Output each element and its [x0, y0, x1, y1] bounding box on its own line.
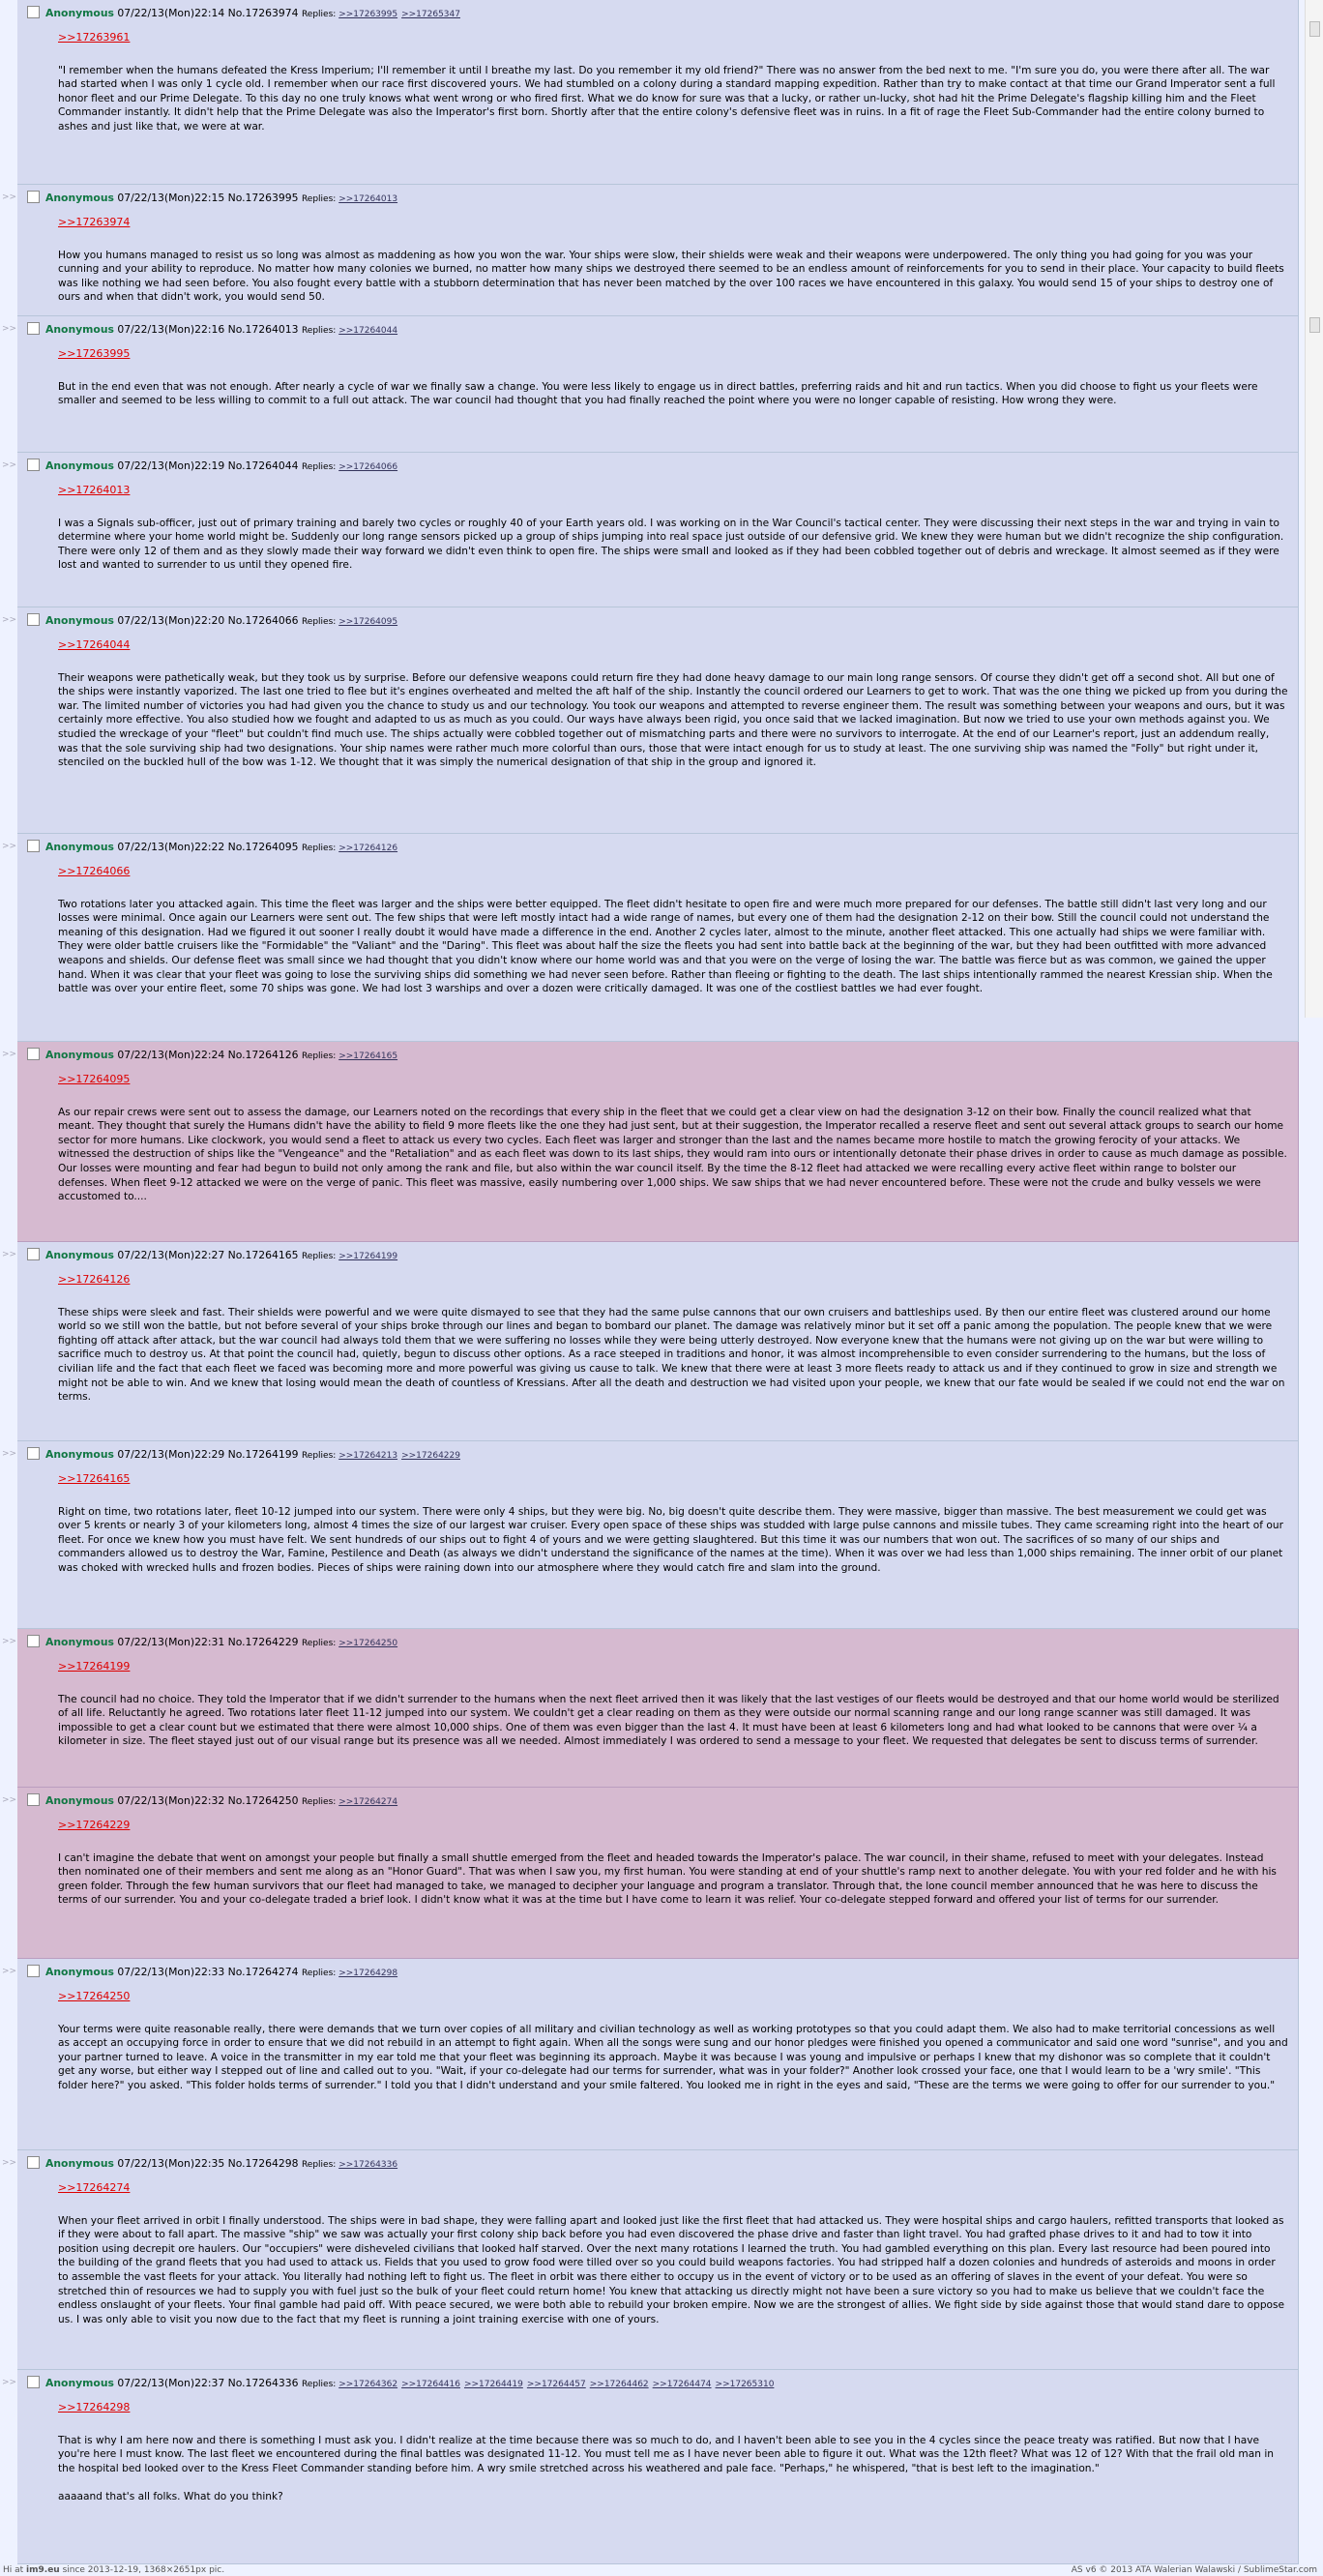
- quote-link[interactable]: >>17264013: [58, 484, 131, 496]
- post-body: [58, 216, 1288, 305]
- post-info[interactable]: 07/22/13(Mon)22:35 No.17264298: [117, 2157, 299, 2170]
- post: [17, 453, 1299, 607]
- post-replies: [302, 462, 401, 472]
- post: [17, 1788, 1299, 1959]
- reply-link[interactable]: >>17264416: [401, 2380, 460, 2389]
- reply-link[interactable]: >>17265310: [715, 2380, 775, 2389]
- post-replies: [302, 194, 401, 204]
- reply-link[interactable]: >>17264013: [338, 194, 398, 204]
- reply-link[interactable]: >>17264229: [401, 1451, 460, 1461]
- reply-arrows: >>: [2, 2378, 17, 2387]
- post-header: [27, 191, 1288, 206]
- post-checkbox[interactable]: [27, 1635, 40, 1647]
- poster-name: Anonymous: [45, 192, 114, 204]
- quote-link[interactable]: >>17264095: [58, 1073, 131, 1085]
- poster-name: Anonymous: [45, 614, 114, 627]
- reply-arrows: >>: [2, 1050, 17, 1059]
- post-info[interactable]: 07/22/13(Mon)22:29 No.17264199: [117, 1448, 299, 1461]
- reply-link[interactable]: >>17264419: [463, 2380, 523, 2389]
- reply-link[interactable]: >>17264199: [338, 1252, 398, 1261]
- post-body: [58, 2401, 1288, 2504]
- quote-link[interactable]: >>17264250: [58, 1990, 131, 2002]
- reply-arrows: >>: [2, 1795, 17, 1805]
- quote-link[interactable]: >>17264044: [58, 638, 131, 651]
- post-text: But in the end even that was not enough. After nearly a cycle of war we finally saw a change. You were less likely to engage us in direct battles, preferring raids and hit and run tactics. When you did choose to fight us your fleets were smaller and seemed to be less willing to commit to a full out attack. The war council had thought that you had finally reached the point where you were no longer capable of resisting. How wrong they were.: [58, 380, 1258, 407]
- post-replies: [302, 1252, 401, 1261]
- scroll-thumb-lower[interactable]: [1309, 317, 1320, 333]
- replies-label: Replies:: [301, 1969, 337, 1978]
- post-header: [27, 1248, 1288, 1263]
- post: [17, 1959, 1299, 2150]
- post-header: [27, 322, 1288, 338]
- poster-name: Anonymous: [45, 7, 114, 19]
- post-text: Their weapons were pathetically weak, but they took us by surprise. Before our defensive weapons could return fire they had done heavy damage to our main long range sensors. Of course they didn't get off a second shot. All but one of the ships were instantly vaporized. The last one tried to flee but it's engines overheated and melted the aft half of the ship. Instantly the council ordered our Learners to get to work. That was the one thing we picked up from you during the war. The limited number of victories you had had given you the chance to study us and our technology. You took our weapons and attempted to reverse engineer them. The result was something between your weapons and ours, but it was certainly more effective. You also studied how we fought and adapted to us as much as you could. Our ways have always been rigid, you once said that we lacked imagination. But now we tried to use your own methods against you. We studied the wreckage of your "fleet" but couldn't find much use. The ships actually were cobbled together out of mismatching parts and there were no survivors to interrogate. At the end of our Learner's report, just an addendum really, was that the sole surviving ship had two designations. Your ship names were rather much more colorful than ours, those that were intact enough for us to study at least. The one surviving ship was named the "Folly" but right under it, stenciled on the buckled hull of the bow was 1-12. We thought that it was simply the numerical designation of that ship in the group and ignored it.: [58, 671, 1288, 769]
- post-text: Your terms were quite reasonable really, there were demands that we turn over copies of all military and civilian technology as well as working prototypes so that you could adapt them. We also had to make territorial concessions as well as accept an occupying force in order to ensure that we did not rebuild in an attempt to fight again. When all the songs were sung and our honor pledges were finished you opened a communicator and said one word "sunrise", and you and your partner turned to leave. A voice in the transmitter in my ear told me that your fleet was beginning its approach. Maybe it was because I was young and impulsive or perhaps I knew that my dishonor was so complete that it couldn't get any worse, but either way I stepped out of line and called out to you. "Wait, if your co-delegate had our terms for surrender, what was in your folder?" Another look crossed your face, one that I would learn to be a 'wry smile'. "This folder here?" you asked. "This folder holds terms of surrender." I told you that I didn't understand and your smile faltered. You looked me in right in the eyes and said, "These are the terms we were going to offer for our surrender to you.": [58, 2023, 1288, 2091]
- post-header: [27, 2156, 1288, 2172]
- post-text: When your fleet arrived in orbit I finally understood. The ships were in bad shape, they were falling apart and looked just like the first fleet that had attacked us. They were hospital ships and cargo haulers, refitted transports that looked as if they were about to fall apart. The massive "ship" we saw was actually your first colony ship back before you had even discovered the phase drive and faster than light travel. You had grafted phase drives to it and had to tow it into position using decrepit ore haulers. Our "occupiers" were disheveled civilians that looked half starved. Over the next many rotations I learned the truth. You had gambled everything on this plan. Every last resource had been poured into the building of the grand fleets that you had used to attack us. Fields that you used to grow food were tilled over so you could build weapons factories. You had stripped half a dozen colonies and hundreds of asteroids and moons in order to assemble the vast fleets for your attack. You literally had nothing left to fight us. The fleet in orbit was there either to occupy us in the event of victory or to be used as an offering of slaves in the event of your defeat. You were so stretched thin of resources we had to supply you with fuel just so the bulk of your fleet could return home! You knew that attacking us directly might not have been a sure victory so you had to make us believe that we couldn't face the endless onslaught of your fleets. Your final gamble had paid off. With peace secured, we were both able to rebuild your broken empire. Now we are the strongest of allies. We fight side by side against those that would stand dare to oppose us. I was only able to visit you now due to the fact that my fleet is running a joint training exercise with one of yours.: [58, 2214, 1285, 2325]
- reply-link[interactable]: >>17264298: [338, 1969, 398, 1978]
- post-body: [58, 1273, 1288, 1405]
- quote-link[interactable]: >>17264298: [58, 2401, 131, 2413]
- image-footer: [0, 2564, 1323, 2576]
- post-checkbox[interactable]: [27, 1447, 40, 1460]
- reply-link[interactable]: >>17264213: [338, 1451, 398, 1461]
- post-body: [58, 638, 1288, 770]
- post-replies: [302, 2380, 778, 2389]
- reply-link[interactable]: >>17264474: [652, 2380, 712, 2389]
- post-header: [27, 1048, 1288, 1063]
- post-body: [58, 865, 1288, 996]
- post: [17, 834, 1299, 1042]
- post-replies: [302, 1639, 401, 1648]
- post-replies: [302, 1969, 401, 1978]
- post-checkbox[interactable]: [27, 1248, 40, 1260]
- post-header: [27, 840, 1288, 855]
- post: [17, 1441, 1299, 1629]
- post-text: Right on time, two rotations later, fleet 10-12 jumped into our system. There were only 4 ships, but they were big. No, big doesn't quite describe them. They were massive, bigger than massive. The best measurement we could get was over 5 krents or nearly 3 of your kilometers long, almost 4 times the size of our largest war cruiser. Every open space of these ships was studded with large pulse cannons and missile tubes. They came screaming right into the heart of our fleet. For once we knew how you must have felt. We sent hundreds of our ships out to fight 4 of yours and we were getting slaughtered. But this time it was our numbers that won out. The sacrifices of so many of our ships and commanders allowed us to destroy the War, Famine, Pestilence and Death (as always we didn't understand the significance of the names at the time). When it was over we had less than 1,000 ships remaining. The inner orbit of our planet was choked with wrecked hulls and frozen bodies. Pieces of ships were raining down into our atmosphere where they would catch fire and slam into the ground.: [58, 1505, 1283, 1574]
- post-checkbox[interactable]: [27, 6, 40, 18]
- reply-link[interactable]: >>17264044: [338, 326, 398, 336]
- reply-link[interactable]: >>17264250: [338, 1639, 398, 1648]
- post-text: As our repair crews were sent out to assess the damage, our Learners noted on the recordings that every ship in the fleet that we could get a clear view on had the designation 3-12 on their bow. Finally the council realized what that meant. They thought that surely the Humans didn't have the ability to field 9 more fleets like the one they had just sent, but at their suggestion, the Imperator recalled a reserve fleet and sent out several attack groups to search our home sector for more humans. Like clockwork, you would send a fleet to attack us every two cycles. Each fleet was larger and stronger than the last and the names became more hostile to match the growing ferocity of your attacks. We witnessed the destruction of ships like the "Vengeance" and the "Retaliation" and as each fleet was down to its last ships, they would ram into ours or intentionally detonate their phase drives in order to cause as much damage as possible. Our losses were mounting and fear had begun to build not only among the rank and file, but also within the war council itself. By the time the 8-12 fleet had attacked we were recalling every active fleet within range to bolster our defenses. When fleet 9-12 attacked we were on the verge of panic. This fleet was massive, easily numbering over 1,000 ships. We saw ships that we had never encountered before. These were not the crude and bulky vessels we were accustomed to....: [58, 1106, 1287, 1203]
- post-replies: [302, 1451, 464, 1461]
- post-header: [27, 1447, 1288, 1463]
- post: [17, 185, 1299, 316]
- quote-link[interactable]: >>17264199: [58, 1660, 131, 1673]
- post-text: That is why I am here now and there is something I must ask you. I didn't realize at the time because there was so much to do, and I haven't been able to see you in the 4 cycles since the peace treaty was ratified. But now that I have you're here I must know. The last fleet we encountered during the final battles was designated 11-12. You must tell me as I have never been able to figure it out. What was the 12th fleet? What was 12 of 12? With that the frail old man in the hospital bed looked over to the Kress Fleet Commander standing before him. A wry smile stretched across his weathered and pale face. "Perhaps," he whispered, "that is best left to the imagination." aaaaand that's all folks. What do you think?: [58, 2434, 1274, 2502]
- replies-label: Replies:: [301, 2160, 337, 2170]
- post-info[interactable]: 07/22/13(Mon)22:33 No.17264274: [117, 1966, 299, 1978]
- post: [17, 1242, 1299, 1441]
- reply-arrows: >>: [2, 1250, 17, 1259]
- post-header: [27, 6, 1288, 21]
- footer-host: Hi at im9.eu since 2013-12-19, 1368×2651px pic.: [3, 2565, 225, 2575]
- quote-link[interactable]: >>17264066: [58, 865, 131, 877]
- post-text: I can't imagine the debate that went on amongst your people but finally a small shuttle emerged from the fleet and headed towards the Imperator's palace. The war council, in their shame, refused to meet with your delegates. Instead then nominated one of their members and sent me along as an "Honor Guard". That was when I saw you, my first human. You were standing at end of your shuttle's ramp next to another delegate. You with your red folder and he with his green folder. Through the few human survivors that our fleet had managed to take, we managed to decipher your language and program a translator. Through that, the lone council member announced that he was here to discuss the terms of our surrender. You and your co-delegate traded a brief look. I didn't know what it was at the time but I have come to learn it was relief. Your co-delegate stepped forward and offered your list of terms for our surrender.: [58, 1851, 1277, 1907]
- post-replies: [302, 844, 401, 853]
- post-checkbox[interactable]: [27, 1048, 40, 1060]
- post-text: How you humans managed to resist us so long was almost as maddening as how you won the war. Your ships were slow, their shields were weak and their weapons were underpowered. The only thing you had going for you was your cunning and your ability to reproduce. No matter how many colonies we burned, no matter how many ships we destroyed there seemed to be an endless amount of reinforcements for you to send in their place. Your capacity to build fleets was like nothing we had seen before. You also fought every battle with a stubborn determination that has never been matched by the over 100 races we have encountered in this galaxy. You would send 15 of your ships to destroy one of ours and when that didn't work, you would send 50.: [58, 249, 1284, 304]
- replies-label: Replies:: [301, 1451, 337, 1461]
- replies-label: Replies:: [301, 1051, 337, 1061]
- post-body: [58, 31, 1288, 134]
- reply-link[interactable]: >>17264336: [338, 2160, 398, 2170]
- post-text: These ships were sleek and fast. Their shields were powerful and we were quite dismayed to see that they had the same pulse cannons that our own cruisers and battleships used. By then our entire fleet was clustered around our home world so we still won the battle, but not before several of your ships broke through our lines and began to bombard our planet. The damage was relatively minor but it set off a panic among the population. The people knew that we were fighting off attack after attack, but the war council had always told them that we were suffering no losses while they were being utterly destroyed. Now everyone knew that the humans were not giving up on the war but were willing to sacrifice much to destroy us. At that point the council had, quietly, begun to discuss other options. As a race steeped in traditions and honor, it was almost incomprehensible to even consider surrendering to the humans, but the loss of civilian life and the fact that each fleet we faced was becoming more and more powerful was giving us cause to talk. We knew that there were at least 3 more fleets ready to attack us and if they continued to grow in size and strength we might not be able to win. And we knew that losing would mean the death of countless of Kressians. After all the death and destruction we had visited upon your people, we knew that our fate would be sealed if we could not end the war on terms.: [58, 1306, 1285, 1404]
- reply-arrows: >>: [2, 324, 17, 334]
- post-header: [27, 1793, 1288, 1809]
- reply-link[interactable]: >>17265347: [401, 10, 460, 19]
- post: [17, 1629, 1299, 1788]
- reply-arrows: >>: [2, 615, 17, 625]
- poster-name: Anonymous: [45, 1448, 114, 1461]
- post-replies: [302, 617, 401, 627]
- post: [17, 2150, 1299, 2370]
- reply-link[interactable]: >>17263995: [338, 10, 398, 19]
- poster-name: Anonymous: [45, 841, 114, 853]
- post-info[interactable]: 07/22/13(Mon)22:15 No.17263995: [117, 192, 299, 204]
- poster-name: Anonymous: [45, 2377, 114, 2389]
- post: [17, 1042, 1299, 1242]
- post-checkbox[interactable]: [27, 2376, 40, 2388]
- post-checkbox[interactable]: [27, 322, 40, 335]
- quote-link[interactable]: >>17263995: [58, 347, 131, 360]
- replies-label: Replies:: [301, 462, 337, 472]
- post-checkbox[interactable]: [27, 840, 40, 852]
- reply-arrows: >>: [2, 842, 17, 851]
- replies-label: Replies:: [301, 10, 337, 19]
- replies-label: Replies:: [301, 1252, 337, 1261]
- post-replies: [302, 326, 401, 336]
- post-header: [27, 1965, 1288, 1980]
- reply-link[interactable]: >>17264457: [526, 2380, 586, 2389]
- reply-arrows: >>: [2, 2158, 17, 2168]
- post-body: [58, 484, 1288, 573]
- quote-link[interactable]: >>17264274: [58, 2181, 131, 2194]
- post-info[interactable]: 07/22/13(Mon)22:16 No.17264013: [117, 323, 299, 336]
- poster-name: Anonymous: [45, 459, 114, 472]
- poster-name: Anonymous: [45, 1636, 114, 1648]
- post-checkbox[interactable]: [27, 2156, 40, 2169]
- reply-link[interactable]: >>17264362: [338, 2380, 398, 2389]
- replies-label: Replies:: [301, 1639, 337, 1648]
- post-text: The council had no choice. They told the Imperator that if we didn't surrender to the humans when the next fleet arrived then it was likely that the last vestiges of our fleets would be destroyed and that our home world would be sterilized of all life. Reluctantly he agreed. Two rotations later fleet 11-12 jumped into our system. We couldn't get a clear reading on them as they were outside our normal scanning range and our long range scanner was still damaged. It was impossible to get a clear count but we estimated that there were almost 10,000 ships. One of them was even bigger than the last 4. It must have been at least 6 kilometers long and had what looked to be cannons that were over ¼ a kilometer in size. The fleet stayed just out of our visual range but its presence was all we needed. Almost immediately I was ordered to send a message to your fleet. We requested that delegates be sent to discuss terms of surrender.: [58, 1693, 1279, 1748]
- post-body: [58, 347, 1288, 408]
- reply-arrows: >>: [2, 460, 17, 470]
- post-checkbox[interactable]: [27, 459, 40, 471]
- poster-name: Anonymous: [45, 1049, 114, 1061]
- post-body: [58, 1660, 1288, 1749]
- reply-link[interactable]: >>17264274: [338, 1797, 398, 1807]
- post-checkbox[interactable]: [27, 1793, 40, 1806]
- post-body: [58, 1472, 1288, 1576]
- quote-link[interactable]: >>17264126: [58, 1273, 131, 1286]
- reply-arrows: >>: [2, 1449, 17, 1459]
- post-replies: [302, 10, 464, 19]
- poster-name: Anonymous: [45, 1794, 114, 1807]
- post-body: [58, 1073, 1288, 1204]
- post-checkbox[interactable]: [27, 613, 40, 626]
- replies-label: Replies:: [301, 844, 337, 853]
- replies-label: Replies:: [301, 194, 337, 204]
- reply-arrows: >>: [2, 1637, 17, 1646]
- post-header: [27, 613, 1288, 629]
- post: [17, 2370, 1299, 2564]
- poster-name: Anonymous: [45, 323, 114, 336]
- replies-label: Replies:: [301, 617, 337, 627]
- replies-label: Replies:: [301, 326, 337, 336]
- quote-link[interactable]: >>17264165: [58, 1472, 131, 1485]
- post: [17, 0, 1299, 185]
- post-info[interactable]: 07/22/13(Mon)22:20 No.17264066: [117, 614, 299, 627]
- post-info[interactable]: 07/22/13(Mon)22:22 No.17264095: [117, 841, 299, 853]
- post-body: [58, 1819, 1288, 1908]
- post-info[interactable]: 07/22/13(Mon)22:19 No.17264044: [117, 459, 299, 472]
- post-body: [58, 2181, 1288, 2326]
- post-info[interactable]: 07/22/13(Mon)22:31 No.17264229: [117, 1636, 299, 1648]
- replies-label: Replies:: [301, 1797, 337, 1807]
- reply-arrows: >>: [2, 1967, 17, 1976]
- reply-link[interactable]: >>17264126: [338, 844, 398, 853]
- quote-link[interactable]: >>17263961: [58, 31, 131, 44]
- post: [17, 316, 1299, 453]
- post-body: [58, 1990, 1288, 2093]
- scrollbar[interactable]: [1305, 0, 1323, 1018]
- poster-name: Anonymous: [45, 1249, 114, 1261]
- quote-link[interactable]: >>17264229: [58, 1819, 131, 1831]
- poster-name: Anonymous: [45, 1966, 114, 1978]
- reply-arrows: >>: [2, 192, 17, 202]
- post: [17, 607, 1299, 834]
- post-info[interactable]: 07/22/13(Mon)22:14 No.17263974: [117, 7, 299, 19]
- footer-credit: AS v6 © 2013 ATA Walerian Walawski / SublimeStar.com: [1071, 2565, 1317, 2575]
- post-info[interactable]: 07/22/13(Mon)22:27 No.17264165: [117, 1249, 299, 1261]
- post-checkbox[interactable]: [27, 191, 40, 203]
- post-replies: [302, 1797, 401, 1807]
- reply-link[interactable]: >>17264462: [589, 2380, 649, 2389]
- post-info[interactable]: 07/22/13(Mon)22:24 No.17264126: [117, 1049, 299, 1061]
- post-text: I was a Signals sub-officer, just out of primary training and barely two cycles or roughly 40 of your Earth years old. I was working on in the War Council's tactical center. They were discussing their next steps in the war and trying in vain to determine where your home world might be. Suddenly our long range sensors picked up a group of ships jumping into real space just outside of our defensive grid. We knew they were human but we didn't recognize the ship configuration. There were only 12 of them and as they slowly made their way forward we didn't even think to open fire. The ships were small and looked as if they had been cobbled together out of debris and wreckage. It almost seemed as if they were lost and wanted to surrender to us until they opened fire.: [58, 517, 1284, 572]
- reply-link[interactable]: >>17264095: [338, 617, 398, 627]
- post-header: [27, 1635, 1288, 1650]
- scroll-thumb-upper[interactable]: [1309, 21, 1320, 37]
- post-header: [27, 2376, 1288, 2391]
- post-text: Two rotations later you attacked again. This time the fleet was larger and the ships were better equipped. The fleet didn't hesitate to open fire and were much more prepared for our defenses. The battle still didn't last very long and our losses were minimal. Once again our Learners were sent out. The few ships that were left mostly intact had a wide range of names, but every one of them had the designation 2-12 on their bow. Still the council could not understand the meaning of this designation. Had we figured it out sooner I really doubt it would have made a difference in the end. Another 2 cycles later, almost to the minute, another fleet attacked. This one actually had ships we were familiar with. They were older battle cruisers like the "Formidable" the "Valiant" and the "Daring". This fleet was about half the size the fleets you had sent into battle back at the beginning of the war, but they had been outfitted with more advanced weapons and shields. Our defense fleet was small since we had thought that you didn't know where our home world was and that you were on the verge of losing the war. The battle was fierce but as was common, we gained the upper hand. When it was clear that your fleet was going to lose the surviving ships did something we had never seen before. Rather than fleeing or fighting to the death. The last ships intentionally rammed the nearest Kressian ship. When the battle was over your entire fleet, some 70 ships was gone. We had lost 3 warships and over a dozen were critically damaged. It was one of the costliest battles we had ever fought.: [58, 898, 1273, 995]
- post-info[interactable]: 07/22/13(Mon)22:37 No.17264336: [117, 2377, 299, 2389]
- post-checkbox[interactable]: [27, 1965, 40, 1977]
- post-replies: [302, 1051, 401, 1061]
- quote-link[interactable]: >>17263974: [58, 216, 131, 228]
- reply-link[interactable]: >>17264165: [338, 1051, 398, 1061]
- post-replies: [302, 2160, 401, 2170]
- post-header: [27, 459, 1288, 474]
- replies-label: Replies:: [301, 2380, 337, 2389]
- post-text: "I remember when the humans defeated the Kress Imperium; I'll remember it until I breathe my last. Do you remember it my old friend?" There was no answer from the bed next to me. "I'm sure you do, you were there after all. The war had started when I was only 1 cycle old. I remember when our race first discovered yours. We had stumbled on a colony during a standard mapping expedition. Rather than try to make contact at that time our Grand Imperator sent a full honor fleet and our Prime Delegate. To this day no one truly knows what went wrong or who fired first. What we do know for sure was that a lucky, or rather un-lucky, shot had hit the Prime Delegate's flagship killing him and the Fleet Commander instantly. It didn't help that the Prime Delegate was also the Imperator's first born. Shortly after that the entire colony's defensive fleet was in ruins. In a fit of rage the Fleet Sub-Commander had the entire colony burned to ashes and just like that, we were at war.: [58, 64, 1276, 133]
- reply-link[interactable]: >>17264066: [338, 462, 398, 472]
- post-info[interactable]: 07/22/13(Mon)22:32 No.17264250: [117, 1794, 299, 1807]
- poster-name: Anonymous: [45, 2157, 114, 2170]
